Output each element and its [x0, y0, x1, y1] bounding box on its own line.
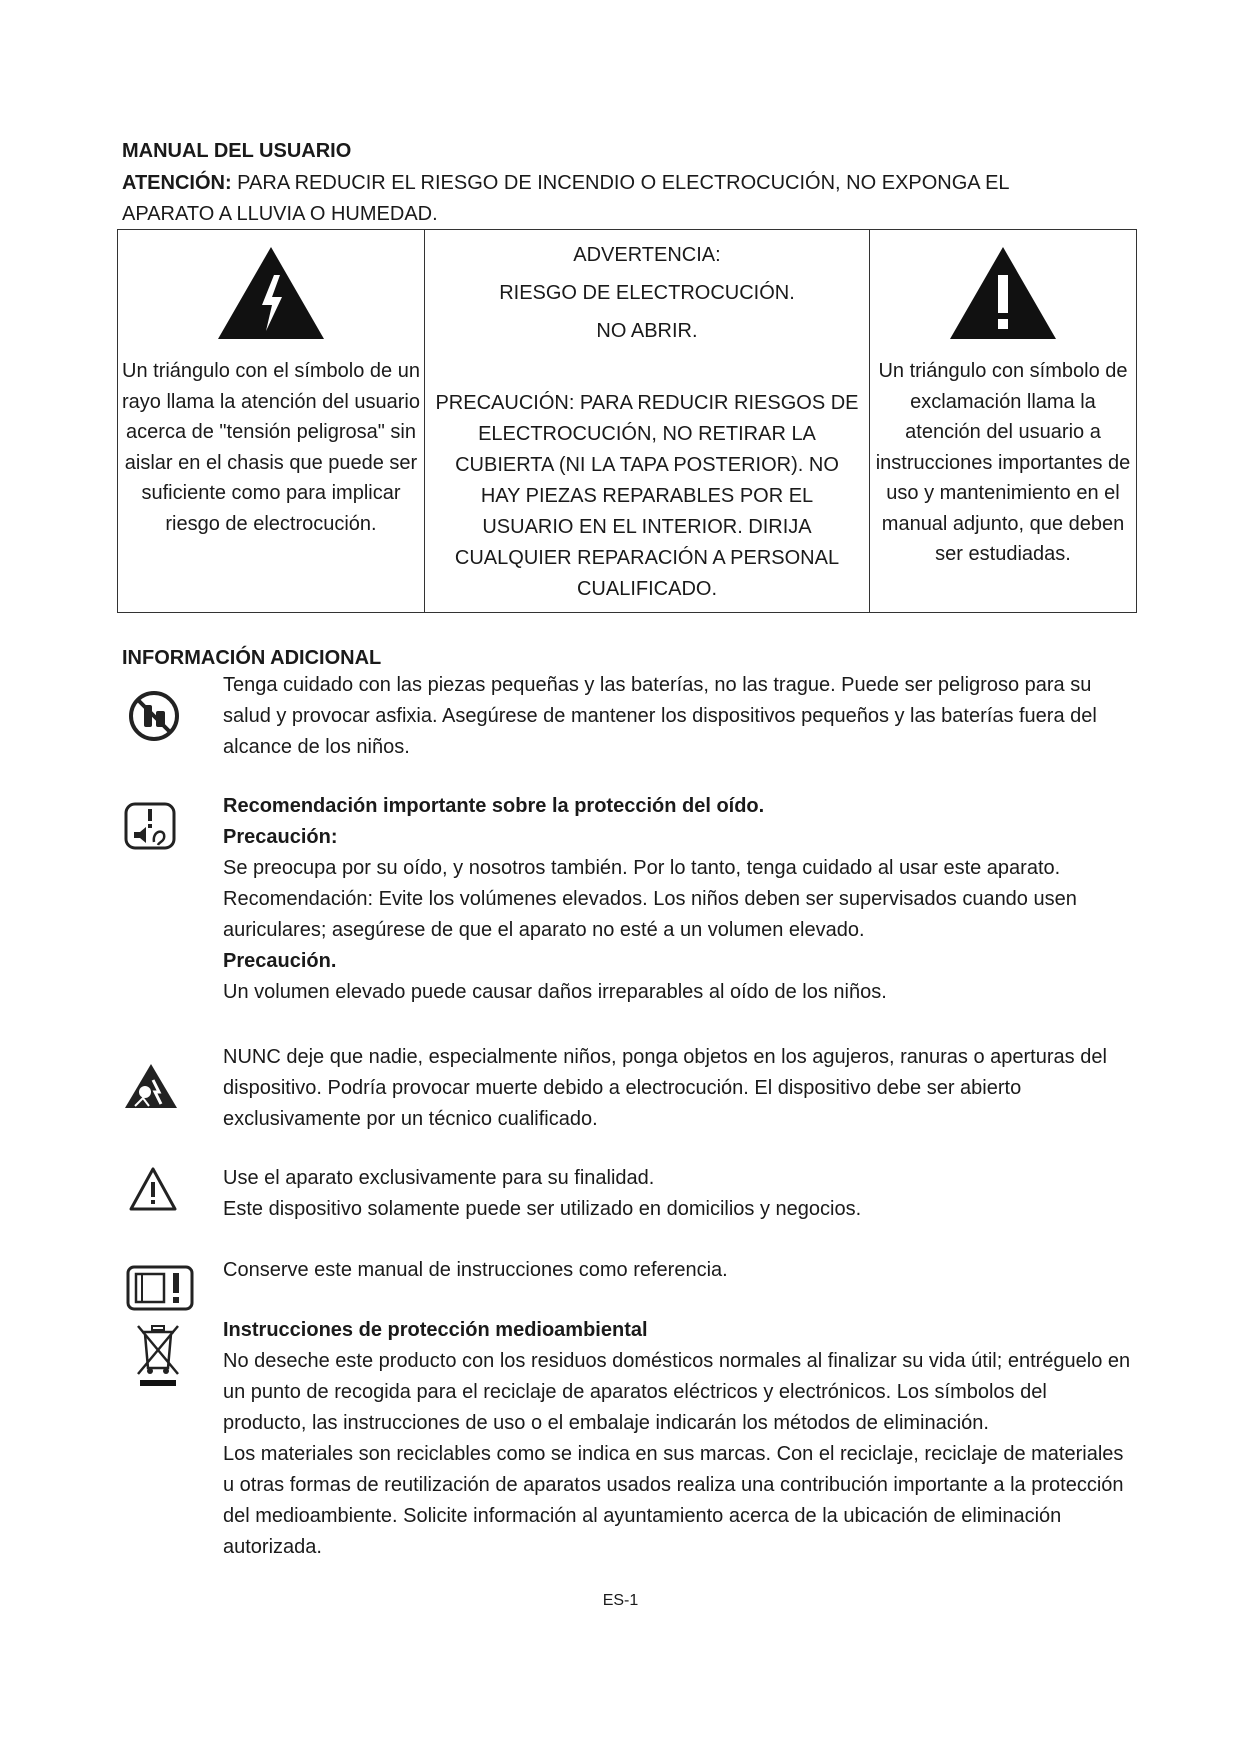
hearing-caution-label: Precaución: [223, 826, 338, 848]
env-title: Instrucciones de protección medioambiental [223, 1319, 648, 1341]
attention-text: PARA REDUCIR EL RIESGO DE INCENDIO O ELECTROCUCIÓN, NO EXPONGA EL APARATO A LLUVIA O HUMEDAD. [122, 172, 1009, 225]
info-section-title: INFORMACIÓN ADICIONAL [122, 647, 382, 669]
hearing-title: Recomendación importante sobre la protección del oído. [223, 795, 765, 817]
openings-text: NUNC deje que nadie, especialmente niños, ponga objetos en los agujeros, ranuras o aperturas del dispositivo. Podría provocar muerte debido a electrocución. El dispositivo debe ser abierto exclusivamente por un técnico cualificado. [223, 1046, 1107, 1130]
attention-label: ATENCIÓN: [122, 172, 232, 194]
small-parts-text: Tenga cuidado con las piezas pequeñas y las baterías, no las trague. Puede ser peligroso para su salud y provocar asfixia. Asegúrese de mantener los dispositivos pequeños y las baterías fuera del alcance de los niños. [223, 674, 1097, 758]
page-number: ES-1 [602, 1592, 639, 1609]
usage-line-1: Use el aparato exclusivamente para su finalidad. [223, 1167, 655, 1189]
shock-hazard-icon [123, 1062, 179, 1110]
no-swallow-icon [127, 689, 181, 743]
hearing-warning-icon [124, 802, 176, 850]
riesgo-line: RIESGO DE ELECTROCUCIÓN. [499, 282, 795, 304]
hearing-text: Se preocupa por su oído, y nosotros también. Por lo tanto, tenga cuidado al usar este aparato. Recomendación: Evite los volúmenes elevados. Los niños deben ser supervisados cuando usen auriculares; asegúrese de que el aparato no esté a un volumen elevado. [223, 857, 1077, 941]
warning-cell-center [425, 230, 870, 613]
exclamation-description: Un triángulo con símbolo de exclamación llama la atención del usuario a instrucciones importantes de uso y mantenimiento en el manual adjunto, que deben ser estudiadas. [875, 360, 1131, 565]
warning-cell-left [118, 230, 425, 613]
usage-section [223, 1163, 1133, 1225]
weee-bin-icon [134, 1322, 182, 1388]
precaution-text: PRECAUCIÓN: PARA REDUCIR RIESGOS DE ELECTROCUCIÓN, NO RETIRAR LA CUBIERTA (NI LA TAPA POSTERIOR). NO HAY PIEZAS REPARABLES POR EL USUARIO EN EL INTERIOR. DIRIJA CUALQUIER REPARACIÓN A PERSONAL CUALIFICADO. [435, 392, 859, 600]
env-text-1: No deseche este producto con los residuos domésticos normales al finalizar su vida útil; entréguelo en un punto de recogida para el reciclaje de aparatos eléctricos y electrónicos. Los símbolos del producto, las instrucciones de uso o el embalaje indicarán los métodos de eliminación. [223, 1350, 1131, 1434]
hearing-caution-label-2: Precaución. [223, 950, 337, 972]
exclamation-triangle-icon [948, 245, 1058, 341]
caution-triangle-icon [128, 1166, 178, 1212]
lightning-triangle-icon [216, 245, 326, 341]
advertencia-line: ADVERTENCIA: [573, 244, 721, 266]
environmental-section [223, 1315, 1133, 1563]
warning-cell-right [870, 230, 1137, 613]
usage-line-2: Este dispositivo solamente puede ser utilizado en domicilios y negocios. [223, 1198, 862, 1220]
no-abrir-line: NO ABRIR. [596, 320, 698, 342]
lightning-description: Un triángulo con el símbolo de un rayo llama la atención del usuario acerca de "tensión peligrosa" sin aislar en el chasis que puede ser suficiente como para implicar riesgo de electrocución. [122, 360, 420, 535]
keep-manual-text: Conserve este manual de instrucciones como referencia. [223, 1259, 728, 1281]
page-title: MANUAL DEL USUARIO [122, 140, 352, 162]
manual-book-icon [126, 1265, 194, 1311]
attention-notice [122, 168, 1082, 230]
env-text-2: Los materiales son reciclables como se indica en sus marcas. Con el reciclaje, reciclaje de materiales u otras formas de reutilización de aparatos usados realiza una contribución importante a la protección del medioambiente. Solicite información al ayuntamiento acerca de la ubicación de eliminación autorizada. [223, 1443, 1124, 1558]
hearing-text-2: Un volumen elevado puede causar daños irreparables al oído de los niños. [223, 981, 887, 1003]
hearing-section [223, 791, 1133, 1008]
warning-table [117, 229, 1137, 613]
